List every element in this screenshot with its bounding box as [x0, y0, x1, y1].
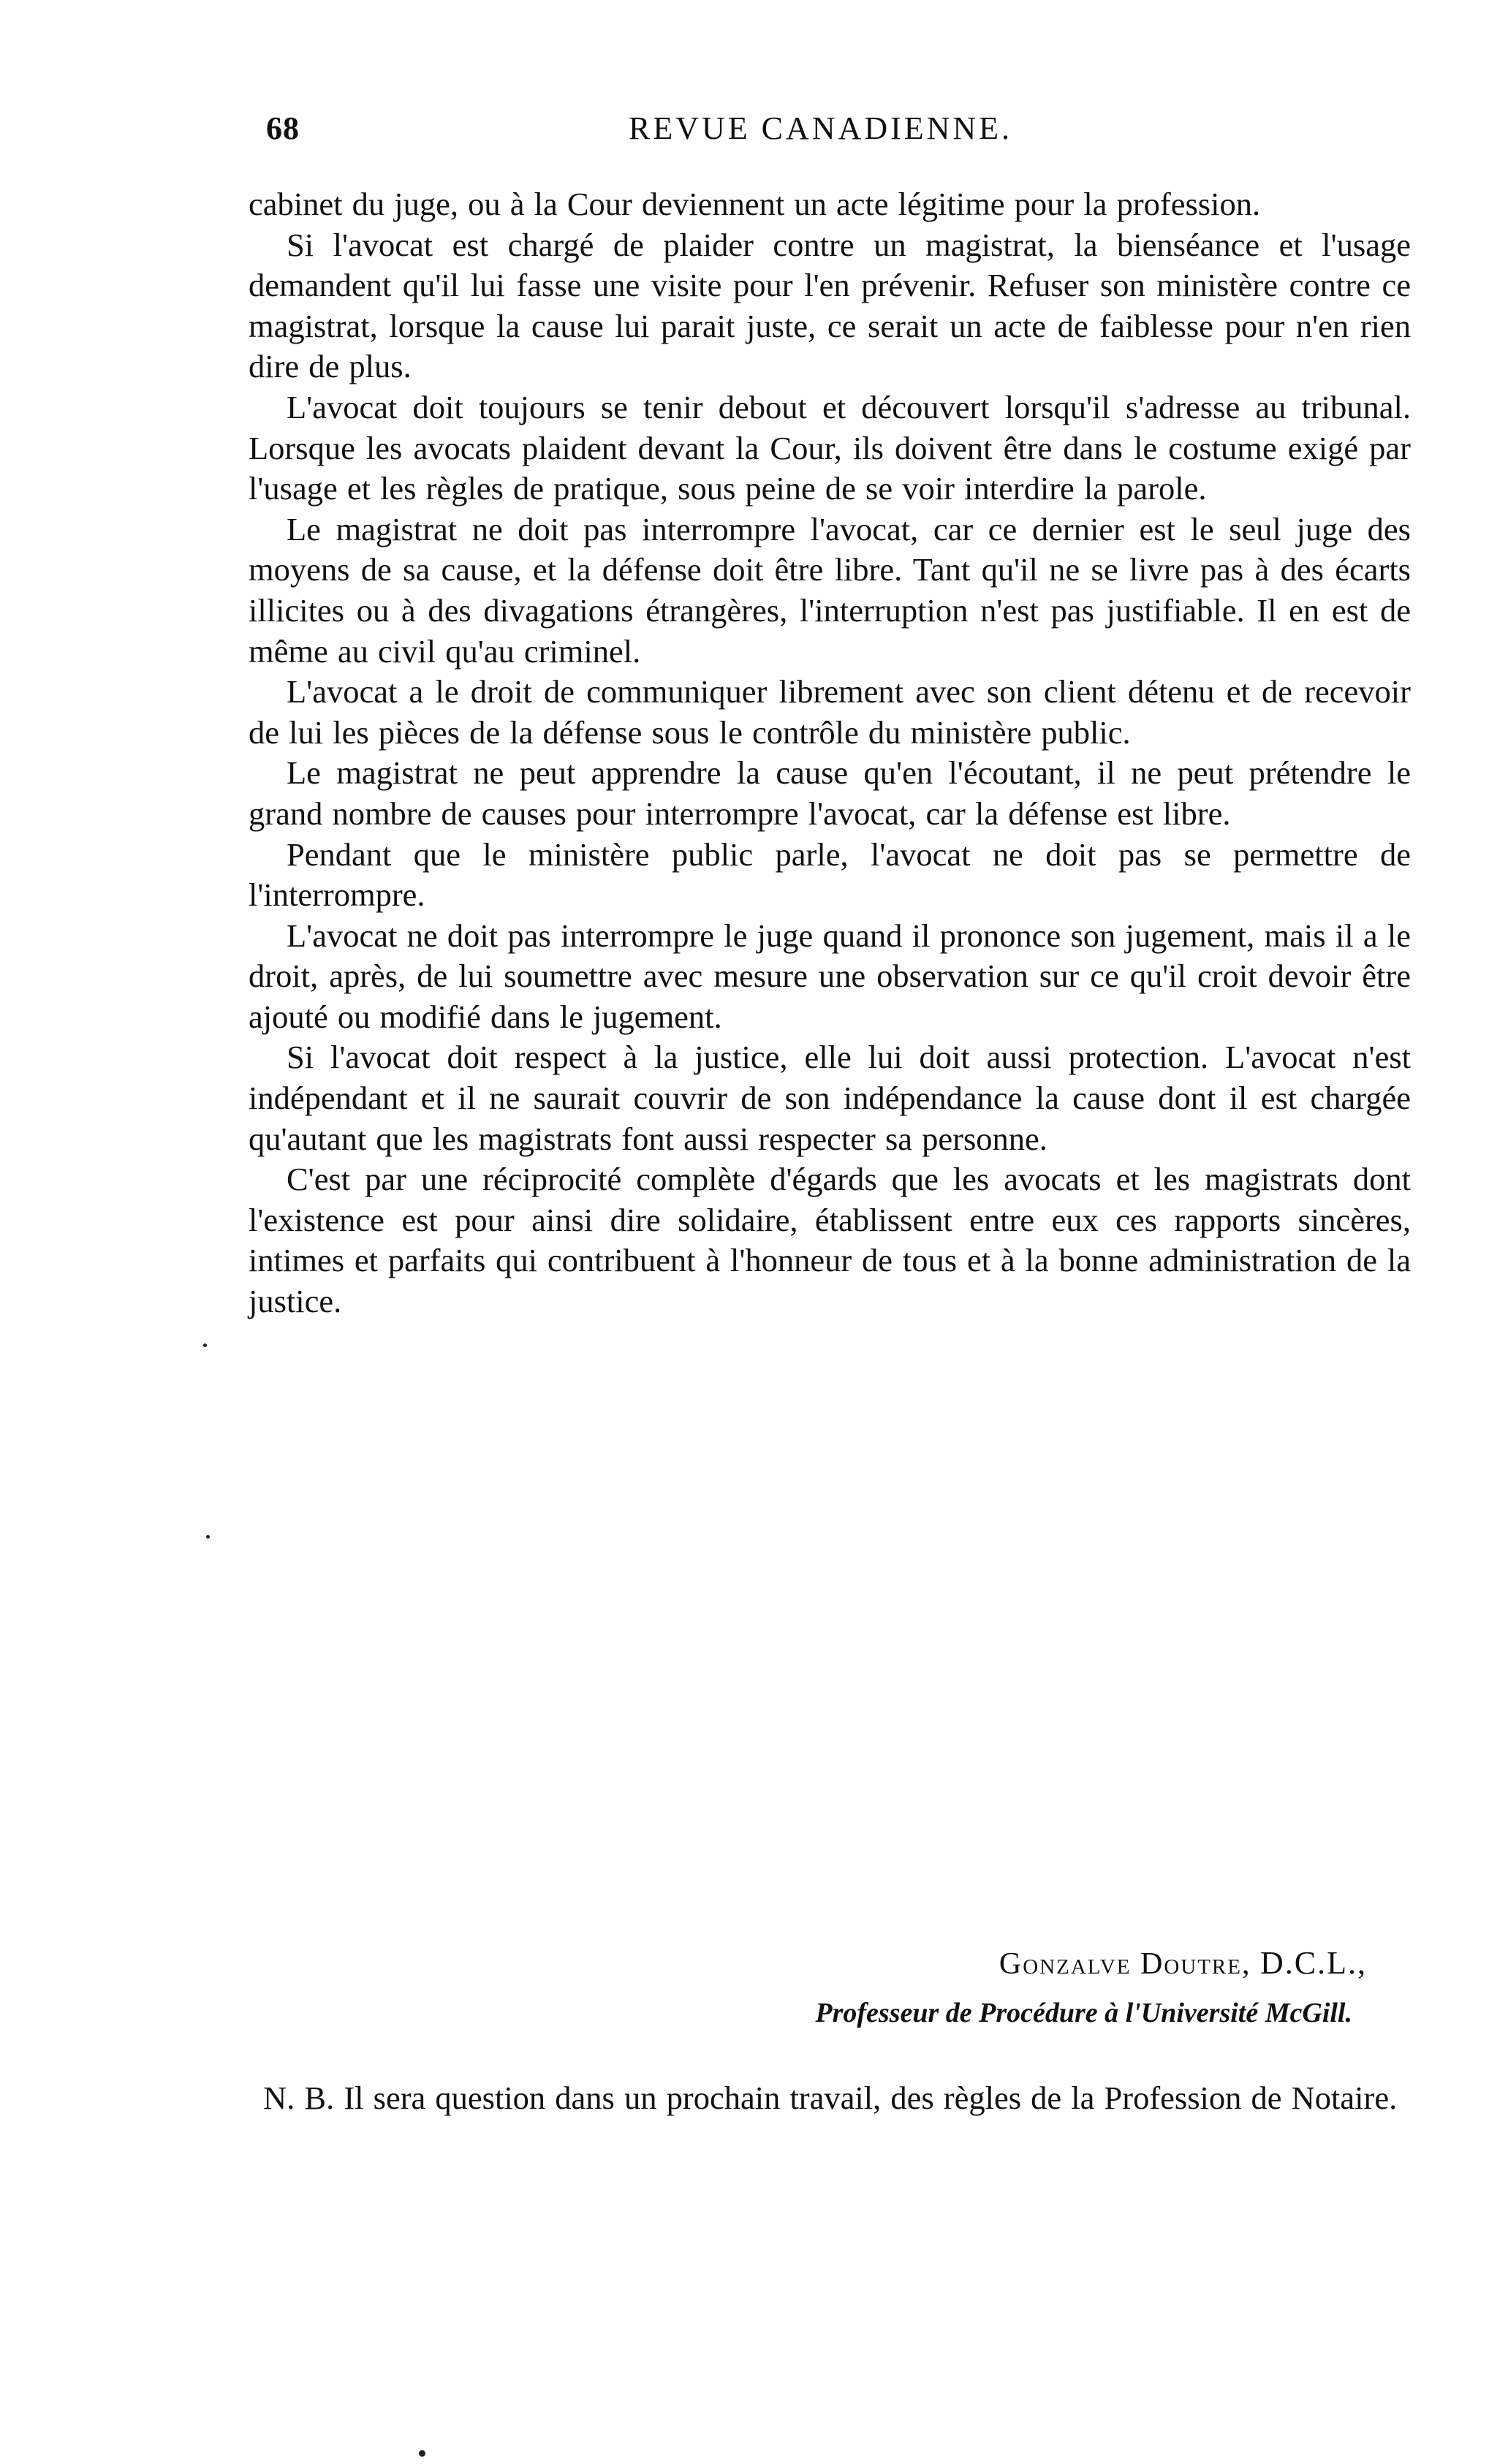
paragraph: Si l'avocat doit respect à la justice, elle lui doit aussi protection. L'avocat n'est indépendant et il ne saurait couvrir de son indépendance la cause dont il est chargée qu'autant que les magistrats font aussi respecter sa personne. [249, 1039, 1411, 1157]
author-name-line [249, 1942, 1411, 1985]
page-number: 68 [266, 110, 300, 146]
paragraph: Le magistrat ne peut apprendre la cause qu'en l'écoutant, il ne peut prétendre le grand nombre de causes pour interrompre l'avocat, car la défense est libre. [249, 754, 1411, 832]
author-title: Professeur de Procédure à l'Université McGill. [815, 1998, 1352, 2028]
print-speck [203, 1343, 207, 1347]
paragraph: Si l'avocat est chargé de plaider contre un magistrat, la bienséance et l'usage demandent qu'il lui fasse une visite pour l'en prévenir. Refuser son ministère contre ce magistrat, lorsque la cause lui parait juste, ce serait un acte de faiblesse pour n'en rien dire de plus. [249, 226, 1411, 385]
paragraph: Le magistrat ne doit pas interrompre l'avocat, car ce dernier est le seul juge des moyens de sa cause, et la défense doit être libre. Tant qu'il ne se livre pas à des écarts illicites ou à des divagations étrangères, l'interruption n'est pas justifiable. Il en est de même au civil qu'au criminel. [249, 510, 1411, 670]
paragraph: Pendant que le ministère public parle, l'avocat ne doit pas se permettre de l'interrompre. [249, 835, 1411, 914]
paragraph: cabinet du juge, ou à la Cour deviennent un acte légitime pour la profession. [249, 186, 1261, 222]
paragraph: L'avocat a le droit de communiquer librement avec son client détenu et de recevoir de lui les pièces de la défense sous le contrôle du ministère public. [249, 673, 1411, 751]
print-speck [419, 2450, 425, 2457]
paragraph: C'est par une réciprocité complète d'égards que les avocats et les magistrats dont l'existence est pour ainsi dire solidaire, établissent entre eux ces rapports sincères, intimes et parfaits qui contribuent à l'honneur de tous et à la bonne administration de la justice. [249, 1161, 1411, 1320]
author-name: Gonzalve Doutre, [999, 1947, 1251, 1981]
paragraph: L'avocat ne doit pas interrompre le juge quand il prononce son jugement, mais il a le droit, après, de lui soumettre avec mesure une observation sur ce qu'il croit devoir être ajouté ou modifié dans le jugement. [249, 917, 1411, 1035]
author-signature [249, 1942, 1411, 2035]
article-body [249, 184, 1411, 1322]
note-text: N. B. Il sera question dans un prochain travail, des règles de la Profession de Notaire. [263, 2080, 1398, 2116]
author-degree: D.C.L., [1260, 1945, 1367, 1981]
paragraph: L'avocat doit toujours se tenir debout et découvert lorsqu'il s'adresse au tribunal. Lorsque les avocats plaident devant la Cour, ils doivent être dans le costume exigé par l'usage et les règles de pratique, sous peine de se voir interdire la parole. [249, 388, 1411, 507]
page-header [249, 110, 1403, 153]
print-speck [206, 1535, 210, 1539]
footnote-nb [249, 2078, 1411, 2119]
running-title: REVUE CANADIENNE. [629, 110, 1013, 146]
